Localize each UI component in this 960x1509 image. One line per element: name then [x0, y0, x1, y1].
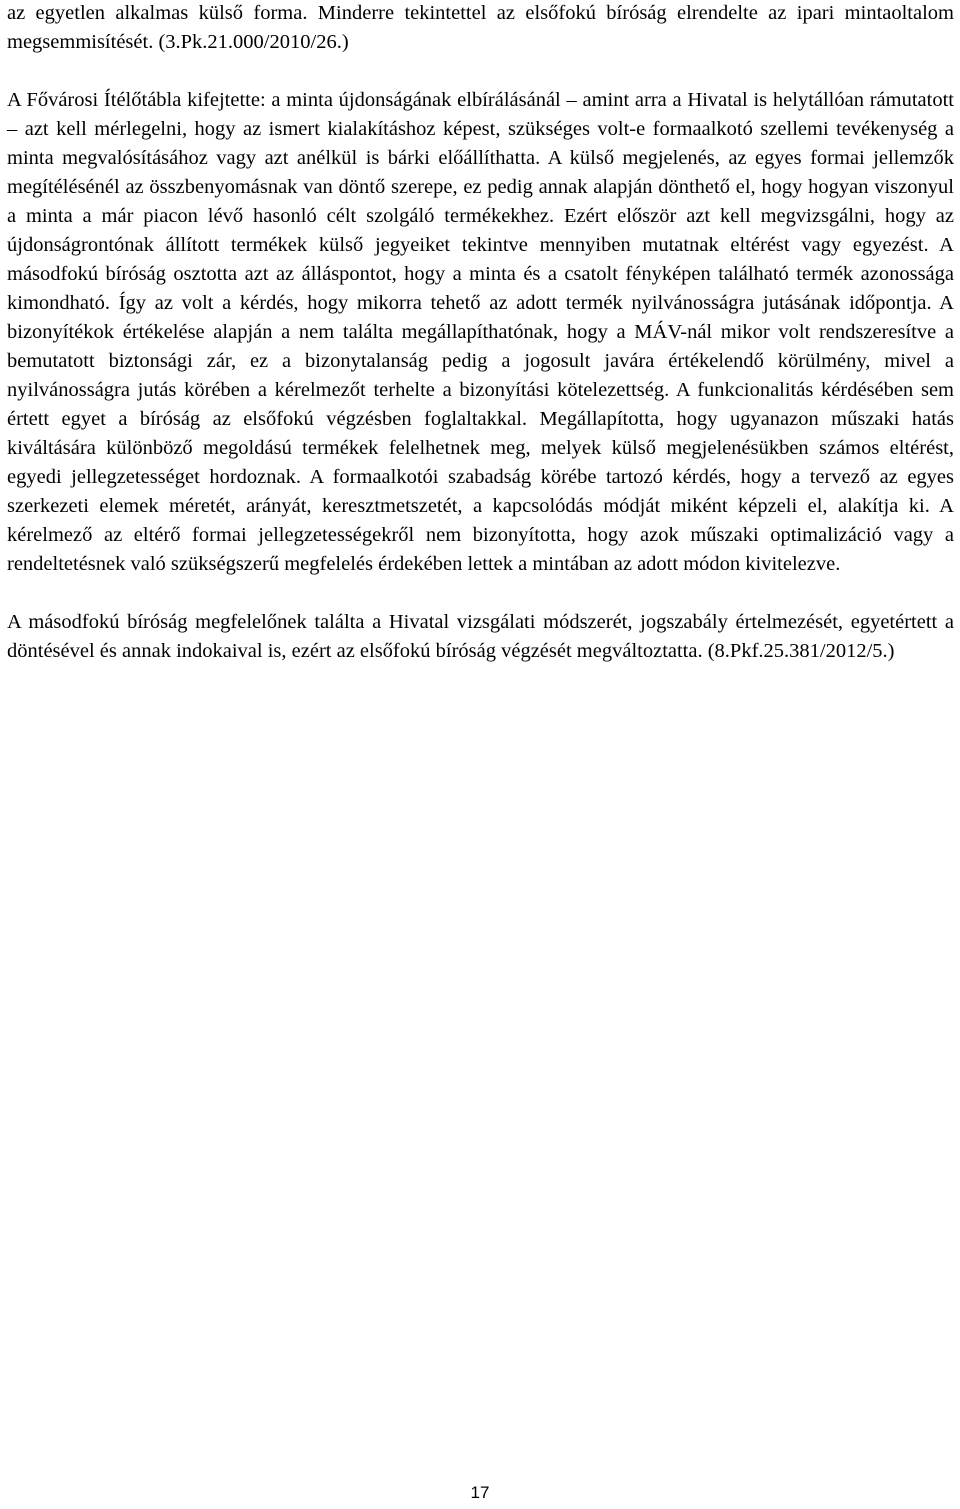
paragraph-appeal-court-reasoning: A Fővárosi Ítélőtábla kifejtette: a minta újdonságának elbírálásánál – amint arra a Hivatal is helytállóan rámutatott – azt kell mérlegelni, hogy az ismert kialakításhoz képest, szükséges volt-e formaalkotó szellemi tevékenység a minta megvalósításához vagy azt anélkül is bárki előállíthatta. A külső megjelenés, az egyes formai jellemzők megítélésénél az összbenyomásnak van döntő szerepe, ez pedig annak alapján dönthető el, hogy hogyan viszonyul a minta a már piacon lévő hasonló célt szolgáló termékekhez. Ezért először azt kell megvizsgálni, hogy az újdonságrontónak állított termékek külső jegyeiket tekintve mennyiben mutatnak eltérést vagy egyezést. A másodfokú bíróság osztotta azt az álláspontot, hogy a minta és a csatolt fényképen található termék azonossága kimondható. Így az volt a kérdés, hogy mikorra tehető az adott termék nyilvánosságra jutásának időpontja. A bizonyítékok értékelése alapján a nem találta megállapíthatónak, hogy a MÁV-nál mikor volt rendszeresítve a bemutatott biztonsági zár, ez a bizonytalanság pedig a jogosult javára értékelendő körülmény, mivel a nyilvánosságra jutás körében a kérelmezőt terhelte a bizonyítási kötelezettség. A funkcionalitás kérdésében sem értett egyet a bíróság az elsőfokú végzésben foglaltakkal. Megállapította, hogy ugyanazon műszaki hatás kiváltására különböző megoldású termékek felelhetnek meg, melyek külső megjelenésükben számos eltérést, egyedi jellegzetességet hordoznak. A formaalkotói szabadság körébe tartozó kérdés, hogy a tervező az egyes szerkezeti elemek méretét, arányát, keresztmetszetét, a kapcsolódás módját miként képzeli el, alakítja ki. A kérelmező az eltérő formai jellegzetességekről nem bizonyította, hogy azok műszaki optimalizáció vagy a rendeltetésnek való szükségszerű megfelelés érdekében lettek a mintában az adott módon kivitelezve. — [7, 89, 954, 575]
paragraph-continuation: az egyetlen alkalmas külső forma. Minderre tekintettel az elsőfokú bíróság elrendelte az ipari mintaoltalom megsemmisítését. (3.Pk.21.000/2010/26.) — [7, 2, 954, 53]
document-body — [7, 0, 954, 666]
page-number: 17 — [470, 1483, 490, 1502]
paragraph-appeal-court-conclusion: A másodfokú bíróság megfelelőnek találta a Hivatal vizsgálati módszerét, jogszabály értelmezését, egyetértett a döntésével és annak indokaival is, ezért az elsőfokú bíróság végzését megváltoztatta. (8.Pkf.25.381/2012/5.) — [7, 611, 954, 662]
